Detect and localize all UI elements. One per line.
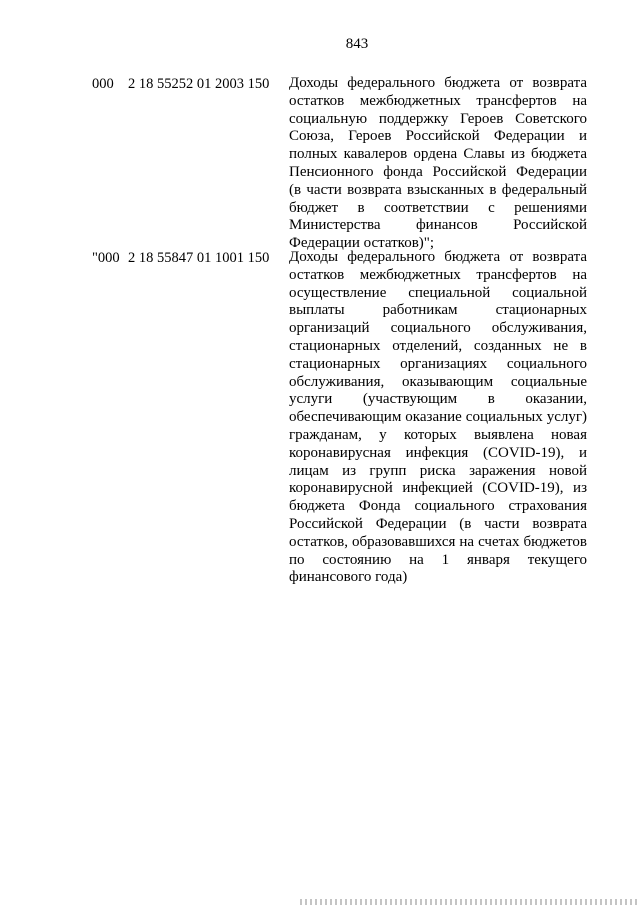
description-line: стационарных отделений, созданных не в — [289, 337, 587, 354]
code-prefix: "000 — [92, 250, 120, 266]
description-line: по состоянию на 1 января текущего — [289, 551, 587, 568]
description-line: Федерации остатков)"; — [289, 235, 435, 252]
description-line: Доходы федерального бюджета от возврата — [289, 75, 587, 91]
classification-code: 2 18 55252 01 2003 150 — [128, 76, 270, 92]
description-line: организаций социального обслуживания, — [289, 320, 587, 337]
description-line: Союза, Героев Российской Федерации и — [289, 128, 587, 145]
description-line: обслуживания, оказывающим социальные — [289, 373, 587, 390]
description-line: социальную поддержку Героев Советского — [289, 110, 587, 127]
code-prefix: 000 — [92, 76, 114, 92]
description-line: остатков межбюджетных трансфертов на — [289, 266, 587, 283]
description-line: обеспечивающим оказание социальных услуг) — [289, 409, 587, 426]
description-line: финансового года) — [289, 569, 408, 586]
entry-description — [289, 249, 587, 587]
budget-code — [92, 249, 269, 268]
description-line: (в части возврата взысканных в федеральный — [289, 181, 587, 198]
page-number: 843 — [345, 36, 369, 52]
description-line: Министерства финансов Российской — [289, 217, 587, 234]
description-line: полных кавалеров ордена Славы из бюджета — [289, 146, 587, 163]
description-line: остатков межбюджетных трансфертов на — [289, 92, 587, 109]
classification-code: 2 18 55847 01 1001 150 — [128, 250, 270, 266]
description-line: остатков, образовавшихся на счетах бюджетов — [289, 533, 587, 550]
description-line: бюджета Фонда социального страхования — [289, 498, 587, 515]
description-line: бюджет в соответствии с решениями — [289, 199, 587, 216]
description-line: осуществление специальной социальной — [289, 284, 587, 301]
description-line: лицам из групп риска заражения новой — [289, 462, 587, 479]
description-line: Российской Федерации (в части возврата — [289, 515, 587, 532]
description-line: гражданам, у которых выявлена новая — [289, 426, 587, 443]
description-line: стационарных организациях социального — [289, 355, 587, 372]
budget-code — [92, 75, 269, 94]
description-line: Пенсионного фонда Российской Федерации — [289, 163, 587, 180]
description-line: коронавирусная инфекция (COVID-19), и — [289, 444, 587, 461]
description-line: коронавирусной инфекцией (COVID-19), из — [289, 480, 587, 497]
description-line: выплаты работникам стационарных — [289, 302, 587, 319]
scan-edge-artifact — [300, 899, 640, 905]
entry-description — [289, 75, 587, 253]
description-line: услуги (участвующим в оказании, — [289, 391, 587, 408]
description-line: Доходы федерального бюджета от возврата — [289, 249, 587, 265]
